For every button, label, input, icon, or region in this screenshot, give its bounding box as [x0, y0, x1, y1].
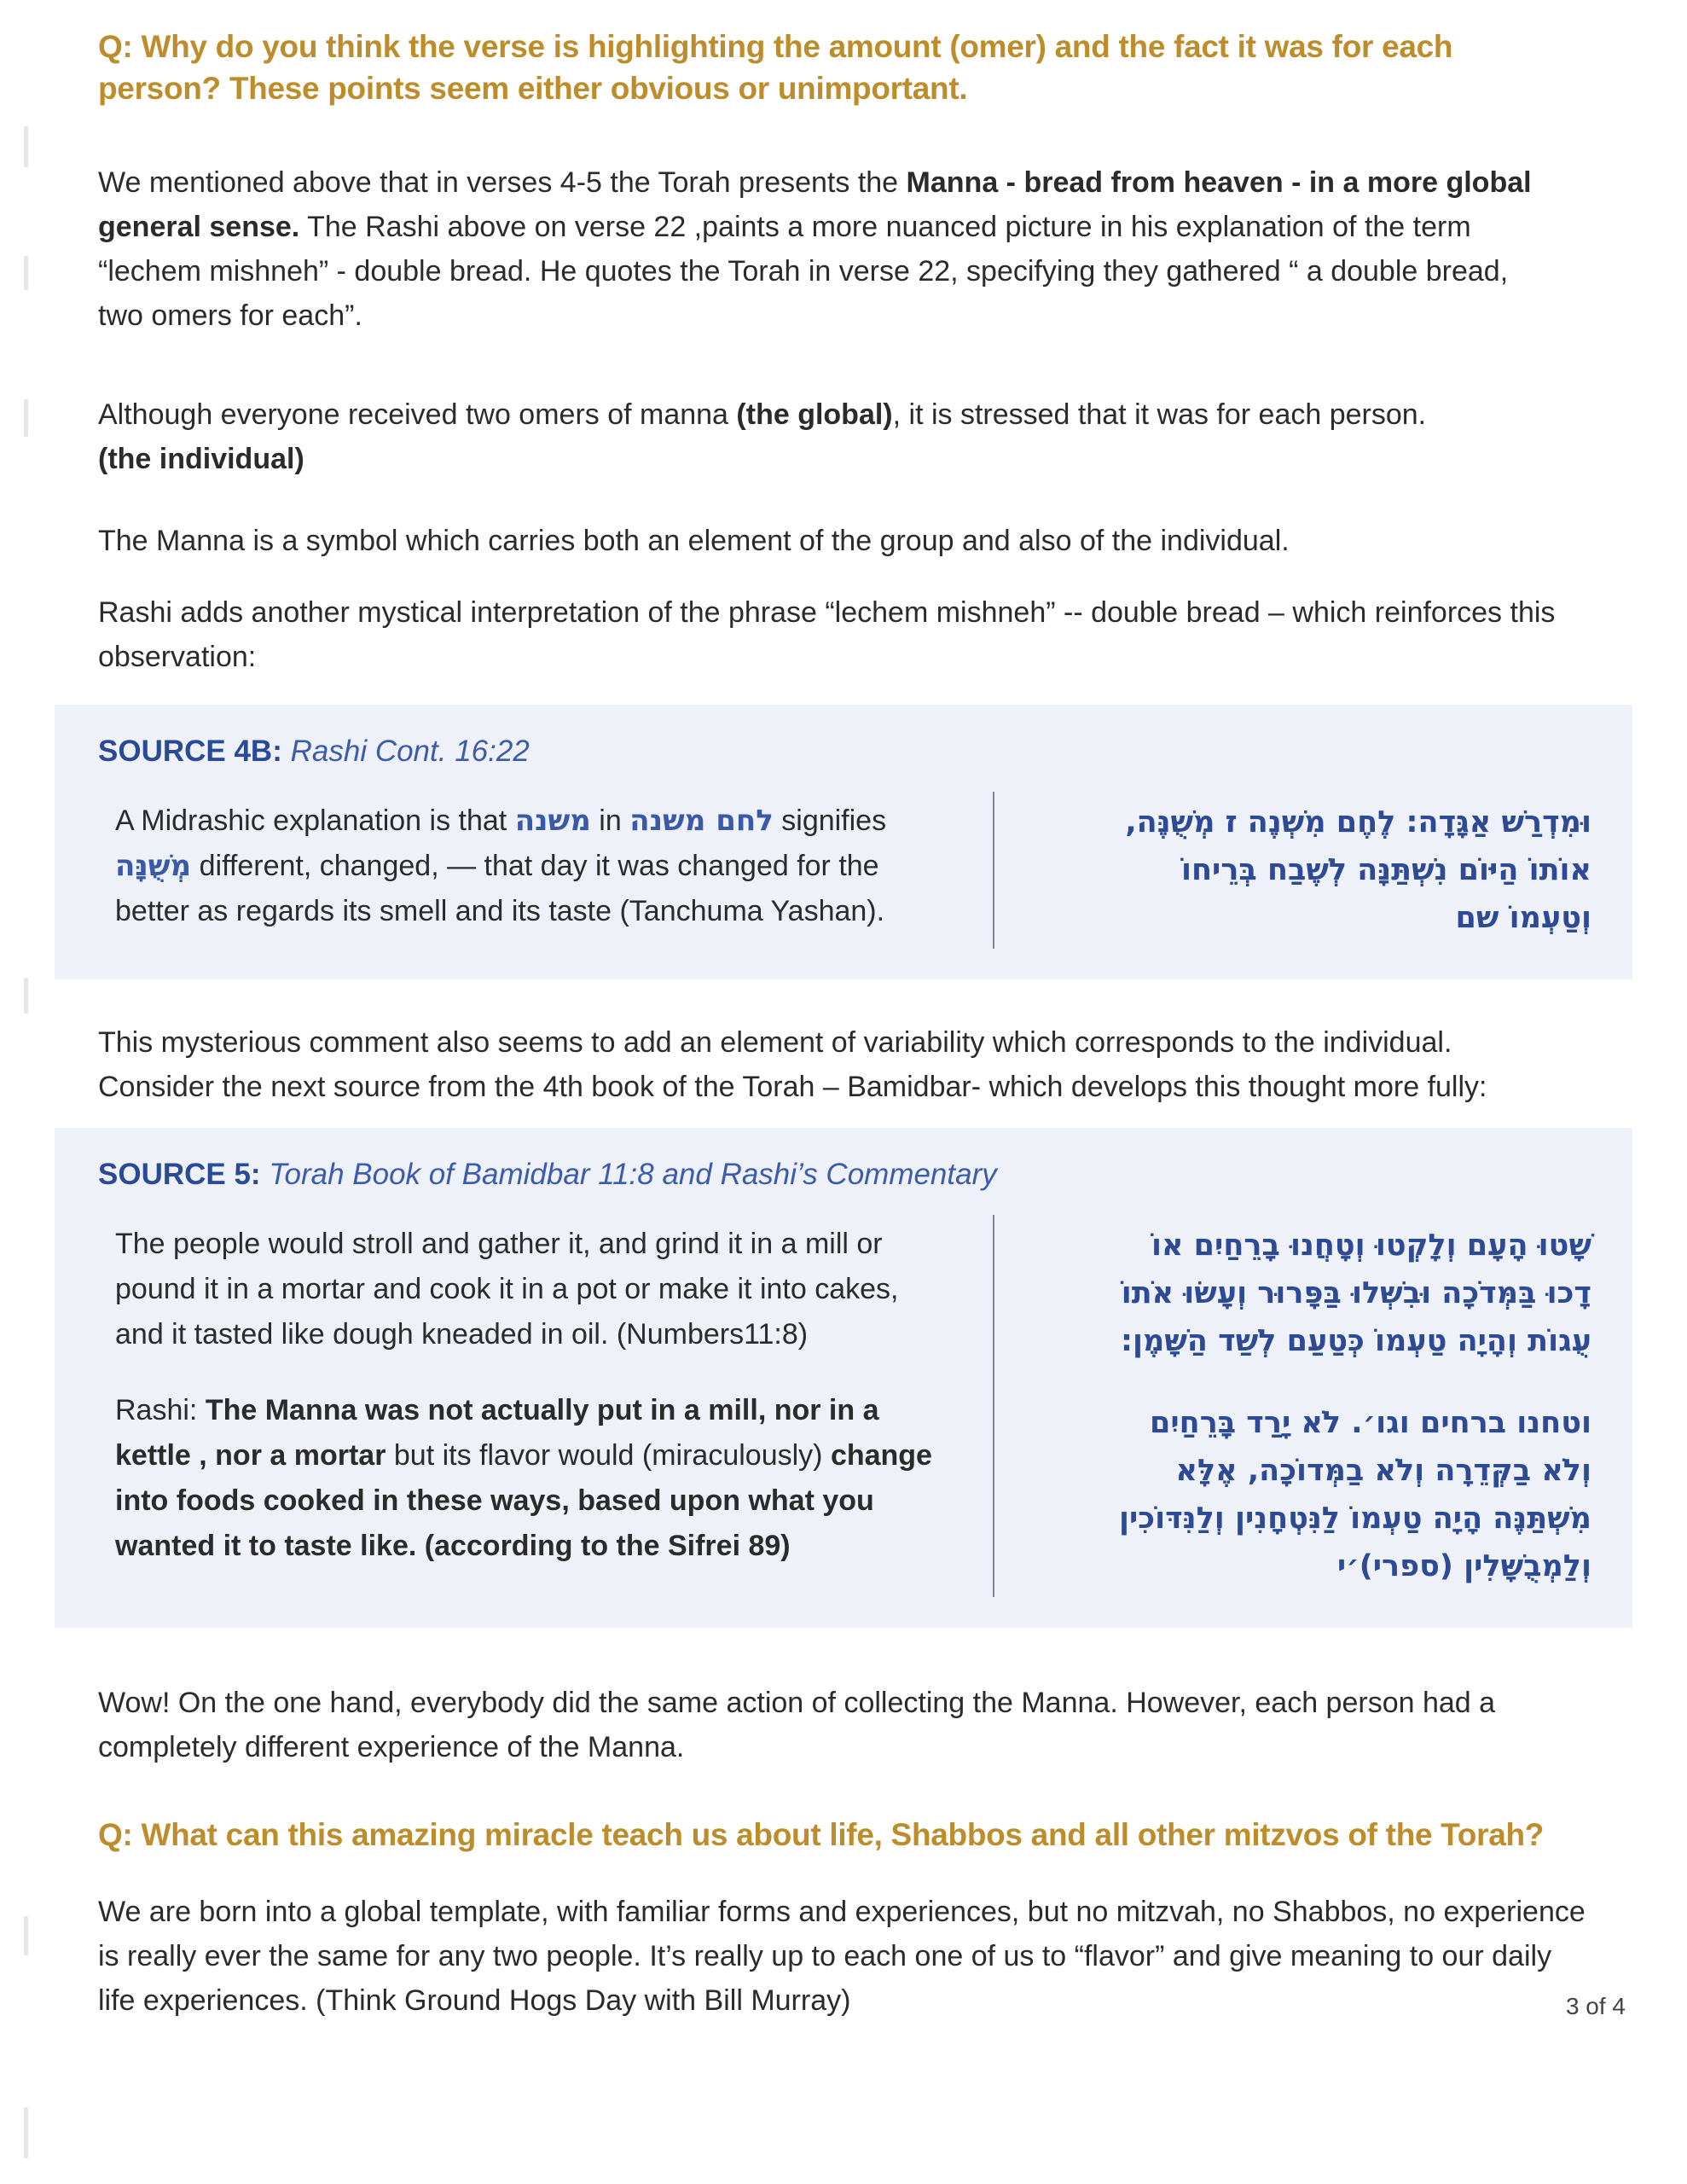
- paragraph-manna-symbol: The Manna is a symbol which carries both an element of the group and also of the individual.: [98, 525, 1290, 557]
- paragraph-global-individual: [98, 392, 1480, 481]
- text-run: , it is stressed that it was for each person.: [892, 398, 1427, 431]
- text-run: A Midrashic explanation is that: [115, 804, 515, 837]
- source-5-header: [98, 1155, 1591, 1194]
- source-5-verse-translation: The people would stroll and gather it, and grind it in a mill or pound it in a mortar and cook it in a pot or make it into cakes, and it tasted like dough kneaded in oil. (Numbers11:8): [115, 1228, 899, 1350]
- hebrew-line: עֻגוֹת וְהָיָה טַעְמוֹ כְּטַעַם לְשַׁד הַשָּׁמֶן:: [1121, 1324, 1591, 1358]
- text-run-bold: The Manna was not actually put in a mill, nor in a kettle , nor a mortar: [115, 1394, 879, 1472]
- source-4b-header: [98, 732, 1591, 771]
- hebrew-line: וטחנו ברחים וגו׳. לֹא יָרַד בָּרֵחַיִם: [1149, 1406, 1591, 1440]
- hebrew-inline-word: משנה: [514, 804, 591, 838]
- paragraph-global-template: We are born into a global template, with familiar forms and experiences, but no mitzvah, no Shabbos, no experience is really ever the same for any two people. It’s really up to each one of us to “flavor” and give meaning to our daily life experiences. (Think Ground Hogs Day with Bill Murray): [98, 1896, 1586, 2017]
- source-4b-english: [98, 792, 994, 949]
- text-run: Rashi:: [115, 1394, 206, 1426]
- hebrew-line: מִשְׁתַּנֶּה הָיָה טַעְמוֹ לַנִּטְחָנִין וְלַנִּדּוֹכִין: [1118, 1502, 1591, 1536]
- scan-artifact: [24, 399, 28, 437]
- text-run: signifies: [773, 804, 887, 837]
- hebrew-line: וּמִדְרַשׁ אַגָּדָה: לֶחֶם מִשְׁנֶה ז מְשֻׁנֶּה,: [1125, 805, 1591, 839]
- text-run-bold: Manna - bread from heaven - in a more global general sense.: [98, 166, 1532, 243]
- text-run-bold: (the global): [736, 398, 893, 431]
- paragraph-manna-global: [98, 160, 1548, 338]
- scan-artifact: [24, 256, 28, 290]
- paragraph-wow: Wow! On the one hand, everybody did the same action of collecting the Manna. However, each person had a completely different experience of the Manna.: [98, 1687, 1496, 1763]
- scan-artifact: [24, 1916, 28, 1955]
- question-heading-2: Q: What can this amazing miracle teach us about life, Shabbos and all other mitzvos of the Torah?: [98, 1817, 1545, 1852]
- text-run: in: [590, 804, 630, 837]
- source-4b-hebrew: [994, 792, 1591, 949]
- hebrew-line: שָׁטוּ הָעָם וְלָקְטוּ וְטָחֲנוּ בָרֵחַיִם אוֹ: [1151, 1228, 1591, 1263]
- text-run: different, changed, — that day it was changed for the better as regards its smell and its taste (Tanchuma Yashan).: [115, 850, 885, 927]
- question-heading-1: Q: Why do you think the verse is highlighting the amount (omer) and the fact it was for each person? These points seem either obvious or unimportant.: [98, 29, 1453, 106]
- source-5-columns: [98, 1215, 1591, 1597]
- hebrew-inline-word: מְשֻׁנָּה: [115, 849, 192, 883]
- text-run: Although everyone received two omers of manna: [98, 398, 737, 431]
- source-box-5: [55, 1128, 1632, 1628]
- scan-artifact: [24, 2107, 28, 2158]
- source-5-rashi-translation: [115, 1388, 955, 1569]
- paragraph-mysterious-comment: This mysterious comment also seems to add an element of variability which corresponds to the individual. Consider the next source from the 4th book of the Torah – Bamidbar- which develops this thought more fully:: [98, 1026, 1487, 1103]
- source-5-label: SOURCE 5:: [98, 1158, 261, 1191]
- source-4b-title: Rashi Cont. 16:22: [290, 735, 530, 768]
- source-4b-columns: [98, 792, 1591, 949]
- hebrew-inline-word: לחם משנה: [629, 804, 774, 838]
- page-content: [98, 0, 1591, 2023]
- hebrew-line: דָכוּ בַּמְּדֹכָה וּבִשְּׁלוּ בַּפָּרוּר וְעָשׂוּ אֹתוֹ: [1121, 1276, 1591, 1310]
- hebrew-line: וְלַמְבֻשָּׁלִין (ספרי)׳י: [1336, 1549, 1591, 1583]
- source-5-title: Torah Book of Bamidbar 11:8 and Rashi’s Commentary: [269, 1158, 997, 1191]
- text-run-bold: change into foods cooked in these ways, based upon what you wanted it to taste like. (according to the Sifrei 89): [115, 1439, 932, 1562]
- source-4b-label: SOURCE 4B:: [98, 735, 282, 768]
- hebrew-line: וְטַעְמוֹ שם: [1455, 901, 1591, 935]
- paragraph-rashi-mystical: Rashi adds another mystical interpretation of the phrase “lechem mishneh” -- double bread – which reinforces this observation:: [98, 596, 1556, 673]
- text-run: but its flavor would (miraculously): [393, 1439, 831, 1472]
- text-run: We mentioned above that in verses 4-5 the Torah presents the: [98, 166, 907, 199]
- scan-artifact: [24, 978, 28, 1014]
- source-box-4b: [55, 705, 1632, 979]
- source-5-hebrew-verse: [1025, 1222, 1591, 1365]
- text-run: The Rashi above on verse 22 ,paints a more nuanced picture in his explanation of the term “lechem mishneh” - double bread. He quotes the Torah in verse 22, specifying they gathered “ a double bread, two omers for each”.: [98, 211, 1509, 332]
- text-run-bold: (the individual): [98, 443, 304, 475]
- source-5-hebrew-rashi: [1025, 1399, 1591, 1590]
- hebrew-line: אוֹתוֹ הַיּוֹם נִשְׁתַּנָּה לְשֶׁבַח בְּרֵיחוֹ: [1181, 853, 1591, 887]
- page-number: 3 of 4: [1565, 1993, 1626, 2019]
- source-5-english: [98, 1215, 994, 1597]
- scan-artifact: [24, 126, 28, 167]
- hebrew-line: וְלֹא בַקְּדֵרָה וְלֹא בַמְּדוֹכָה, אֶלָּא: [1175, 1454, 1591, 1488]
- source-5-hebrew: [994, 1215, 1591, 1597]
